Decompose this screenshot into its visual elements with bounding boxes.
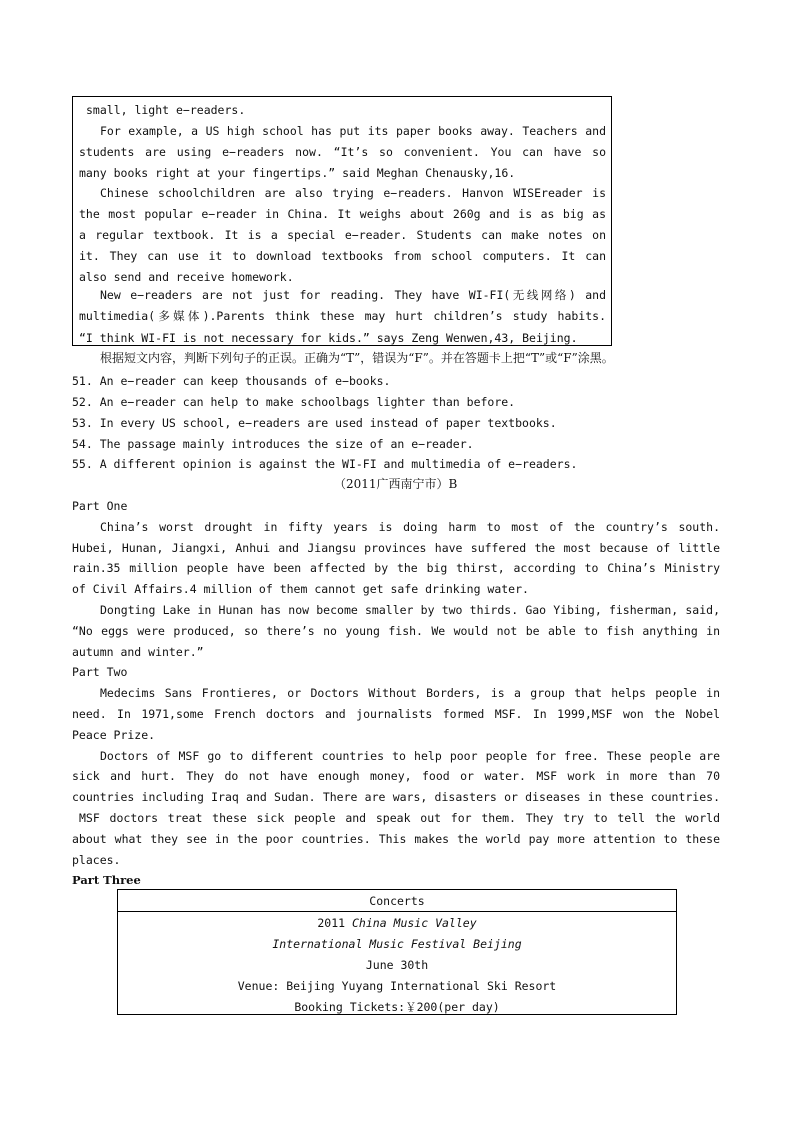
part-two-line: countries including Iraq and Sudan. There are wars, disasters or diseases in these countries. <box>72 790 720 804</box>
festival-full-name: International Music Festival Beijing <box>272 937 522 951</box>
box-line: “I think WI-FI is not necessary for kids.” says Zeng Wenwen,43, Beijing. <box>79 331 578 345</box>
festival-date: June 30th <box>365 958 429 972</box>
part-one-line: “No eggs were produced, so there’s no young fish. We would not be able to fish anything in <box>72 624 720 638</box>
part-one-line: Dongting Lake in Hunan has now become smaller by two thirds. Gao Yibing, fisherman, said, <box>100 603 720 617</box>
part-two-line: about what they see in the poor countries. This makes the world pay more attention to these <box>72 832 720 846</box>
box-line: For example, a US high school has put its paper books away. Teachers and <box>100 124 606 138</box>
question-55: 55. A different opinion is against the WI-FI and multimedia of e−readers. <box>72 457 578 471</box>
question-51: 51. An e−reader can keep thousands of e−books. <box>72 374 391 388</box>
box-line: New e−readers are not just for reading. They have WI-FI(无线网络) and <box>100 288 606 302</box>
part-one-heading: Part One <box>72 499 128 513</box>
box-line: small, light e−readers. <box>86 103 246 117</box>
box-line: students are using e−readers now. “It’s so convenient. You can have so <box>79 145 606 159</box>
festival-line <box>118 916 676 930</box>
part-two-line: Medecims Sans Frontieres, or Doctors Without Borders, is a group that helps people in <box>100 686 720 700</box>
box-line: Chinese schoolchildren are also trying e−readers. Hanvon WISEreader is <box>100 186 606 200</box>
box-line: a regular textbook. It is a special e−reader. Students can make notes on <box>79 228 606 242</box>
part-one-line: autumn and winter.” <box>72 645 204 659</box>
table-header: Concerts <box>369 894 425 908</box>
question-54: 54. The passage mainly introduces the size of an e−reader. <box>72 437 474 451</box>
box-line: many books right at your fingertips.” said Meghan Chenausky,16. <box>79 166 516 180</box>
part-three-heading: Part Three <box>72 873 141 887</box>
question-52: 52. An e−reader can help to make schoolbags lighter than before. <box>72 395 516 409</box>
table-divider <box>118 911 676 912</box>
box-line: the most popular e−reader in China. It weighs about 260g and is as big as <box>79 207 606 221</box>
part-two-heading: Part Two <box>72 665 128 679</box>
part-one-line: of Civil Affairs.4 million of them cannot get safe drinking water. <box>72 582 529 596</box>
box-line: also send and receive homework. <box>79 270 294 284</box>
question-53: 53. In every US school, e−readers are used instead of paper textbooks. <box>72 416 557 430</box>
box-line: it. They can use it to download textbooks from school computers. It can <box>79 249 606 263</box>
festival-tickets: Booking Tickets:￥200(per day) <box>294 1000 500 1014</box>
instruction-text: 根据短文内容，判断下列句子的正误。正确为“T”，错误为“F”。并在答题卡上把“T”或“F”涂黑。 <box>100 351 614 365</box>
part-two-line: MSF doctors treat these sick people and speak out for them. They try to tell the world <box>79 811 720 825</box>
part-one-line: China’s worst drought in fifty years is doing harm to most of the country’s south. <box>100 520 720 534</box>
festival-venue: Venue: Beijing Yuyang International Ski Resort <box>237 979 557 993</box>
concerts-table <box>117 889 677 1015</box>
source-label: （2011广西南宁市）B <box>334 477 458 491</box>
part-one-line: Hubei, Hunan, Jiangxi, Anhui and Jiangsu provinces have suffered the most because of little <box>72 541 720 555</box>
part-two-line: Peace Prize. <box>72 728 156 742</box>
festival-year: 2011 <box>317 916 352 930</box>
part-two-line: Doctors of MSF go to different countries to help poor people for free. These people are <box>100 749 720 763</box>
part-two-line: need. In 1971,some French doctors and journalists formed MSF. In 1999,MSF won the Nobel <box>72 707 720 721</box>
festival-name: China Music Valley <box>352 916 477 930</box>
part-two-line: sick and hurt. They do not have enough money, food or water. MSF work in more than 70 <box>72 769 720 783</box>
part-two-line: places. <box>72 853 121 867</box>
part-one-line: rain.35 million people have been affected by the big thirst, according to China’s Ministry <box>72 561 720 575</box>
box-line: multimedia(多媒体).Parents think these may hurt children’s study habits. <box>79 309 606 323</box>
